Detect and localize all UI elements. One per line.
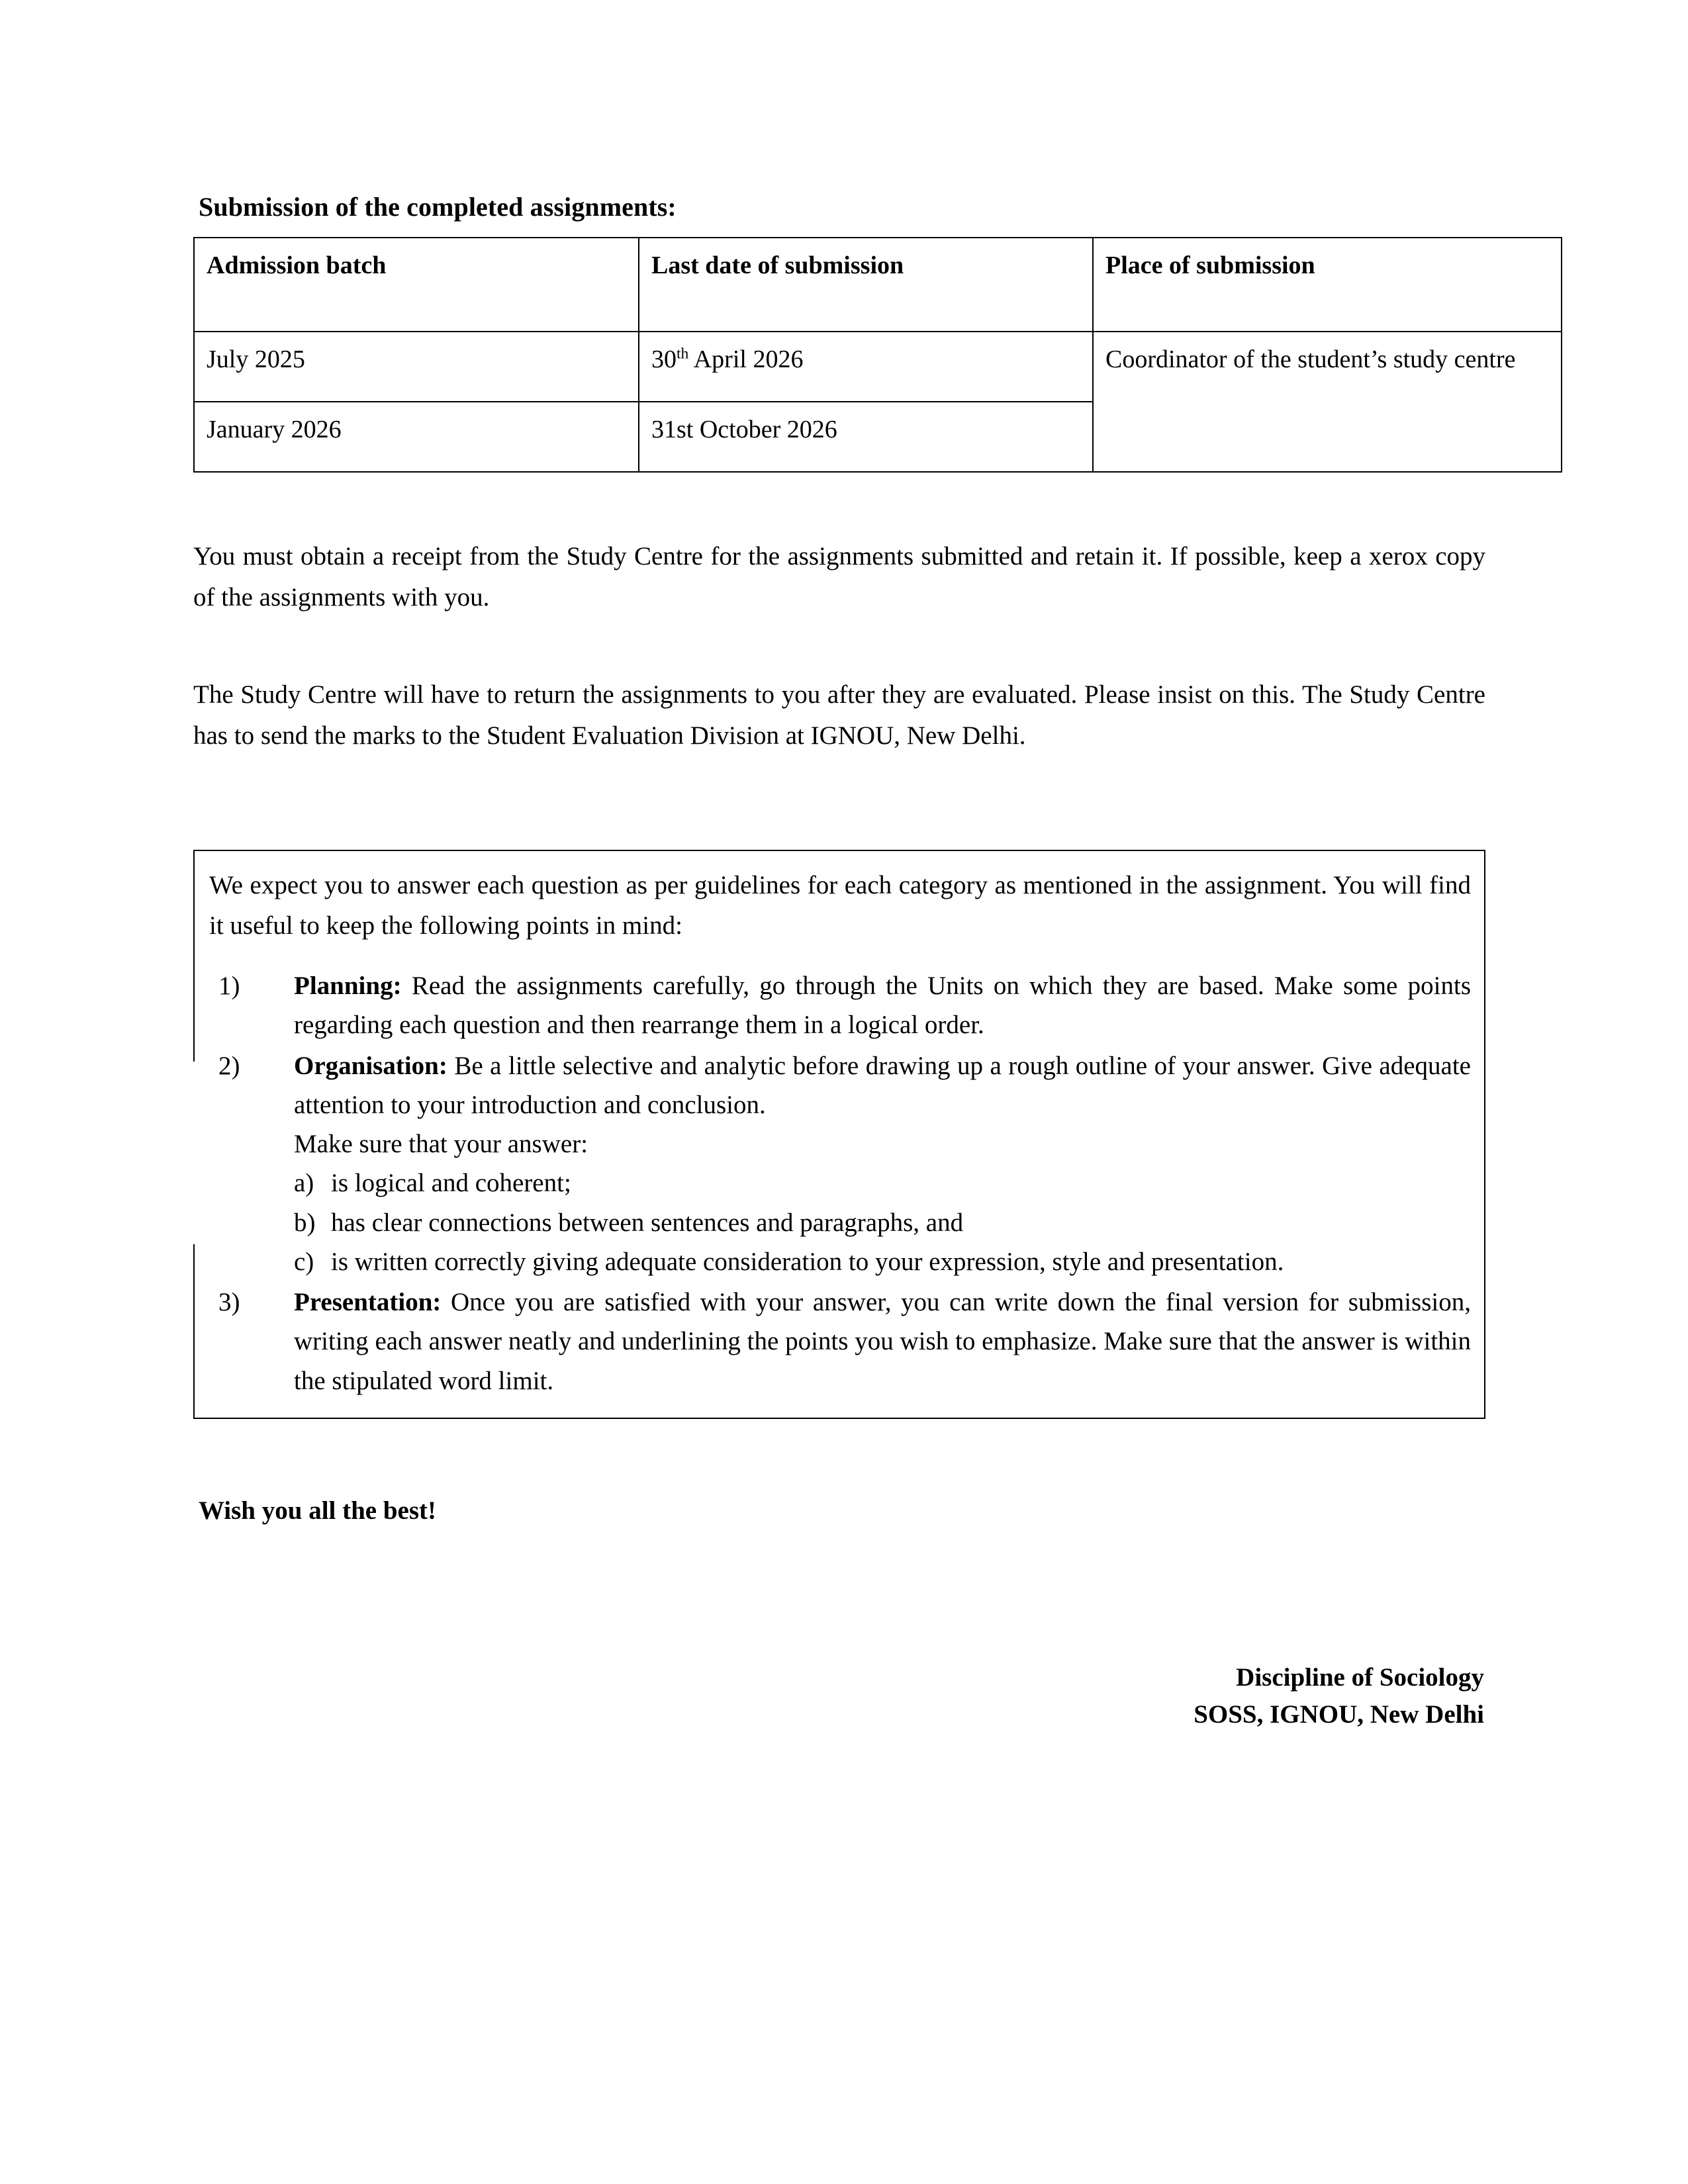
sub-list-item — [294, 1203, 1471, 1242]
table-header-row — [194, 238, 1562, 332]
sub-list-heading: Make sure that your answer: — [294, 1130, 588, 1159]
paragraph-receipt: You must obtain a receipt from the Study Centre for the assignments submitted and retain it. If possible, keep a xerox copy of the assignments with you. — [193, 542, 1485, 612]
column-header-last-date: Last date of submission — [639, 238, 1093, 332]
cell-date-april-2026 — [639, 332, 1093, 402]
list-item-text: Once you are satisfied with your answer, you can write down the final version for submission, writing each answer neatly and underlining the points you wish to emphasize. Make sure that the answer is within the stipulated word limit. — [294, 1288, 1471, 1395]
border-gap-artifact — [193, 1062, 197, 1244]
page-title: Submission of the completed assignments: — [199, 192, 677, 222]
date-month-year: April 2026 — [688, 345, 804, 373]
guidelines-list — [209, 966, 1471, 1400]
paragraph-return-assignments: The Study Centre will have to return the assignments to you after they are evaluated. Please insist on this. The Study Centre has to send the marks to the Student Evaluation Division at IGNOU, New Delhi. — [193, 680, 1485, 750]
spacer — [193, 473, 1485, 536]
table-body — [194, 332, 1562, 472]
sub-list — [294, 1163, 1471, 1281]
table-head — [194, 238, 1562, 332]
sub-list-item-text: is logical and coherent; — [331, 1169, 571, 1198]
list-item-term: Organisation: — [294, 1051, 447, 1080]
cell-place-of-submission: Coordinator of the student’s study centre — [1093, 332, 1562, 472]
list-item-term: Planning: — [294, 972, 402, 1001]
list-marker: 2) — [218, 1051, 240, 1080]
signature-discipline: Discipline of Sociology — [1236, 1662, 1484, 1692]
list-item-text: Be a little selective and analytic before drawing up a rough outline of your answer. Give adequate attention to your introduction and conclusion. — [294, 1051, 1471, 1119]
date-day: 30 — [651, 345, 677, 373]
sub-list-marker: c) — [294, 1247, 314, 1276]
guidelines-box — [193, 850, 1485, 1419]
sub-list-marker: b) — [294, 1208, 316, 1237]
list-item-term: Presentation: — [294, 1288, 442, 1317]
signature-institution: SOSS, IGNOU, New Delhi — [1194, 1700, 1484, 1729]
sub-list-marker: a) — [294, 1169, 314, 1198]
document-content — [193, 192, 1516, 1734]
sub-list-item-text: is written correctly giving adequate consideration to your expression, style and presentation. — [331, 1247, 1284, 1276]
column-header-admission-batch: Admission batch — [194, 238, 639, 332]
spacer — [193, 756, 1485, 850]
signature-block — [193, 1659, 1485, 1734]
list-marker: 1) — [218, 972, 240, 1001]
sub-list-item — [294, 1163, 1471, 1203]
list-item — [209, 1283, 1471, 1400]
cell-batch-january-2026: January 2026 — [194, 402, 639, 472]
closing-note: Wish you all the best! — [199, 1496, 436, 1525]
column-header-place: Place of submission — [1093, 238, 1562, 332]
guidelines-intro: We expect you to answer each question as per guidelines for each category as mentioned in the assignment. You will find it useful to keep the following points in mind: — [209, 871, 1471, 940]
spacer — [193, 617, 1485, 674]
date-ordinal-suffix: th — [677, 345, 689, 363]
list-marker: 3) — [218, 1288, 240, 1317]
submission-table — [193, 237, 1562, 473]
cell-date-october-2026: 31st October 2026 — [639, 402, 1093, 472]
sub-list-item-text: has clear connections between sentences and paragraphs, and — [331, 1208, 964, 1237]
sub-list-item — [294, 1242, 1471, 1281]
cell-batch-july-2025: July 2025 — [194, 332, 639, 402]
list-item — [209, 966, 1471, 1045]
spacer — [193, 1419, 1485, 1493]
list-item-text: Read the assignments carefully, go through the Units on which they are based. Make some points regarding each question and then rearrange them in a logical order. — [294, 972, 1471, 1040]
table-row — [194, 332, 1562, 402]
spacer — [193, 1529, 1485, 1659]
list-item — [209, 1046, 1471, 1282]
